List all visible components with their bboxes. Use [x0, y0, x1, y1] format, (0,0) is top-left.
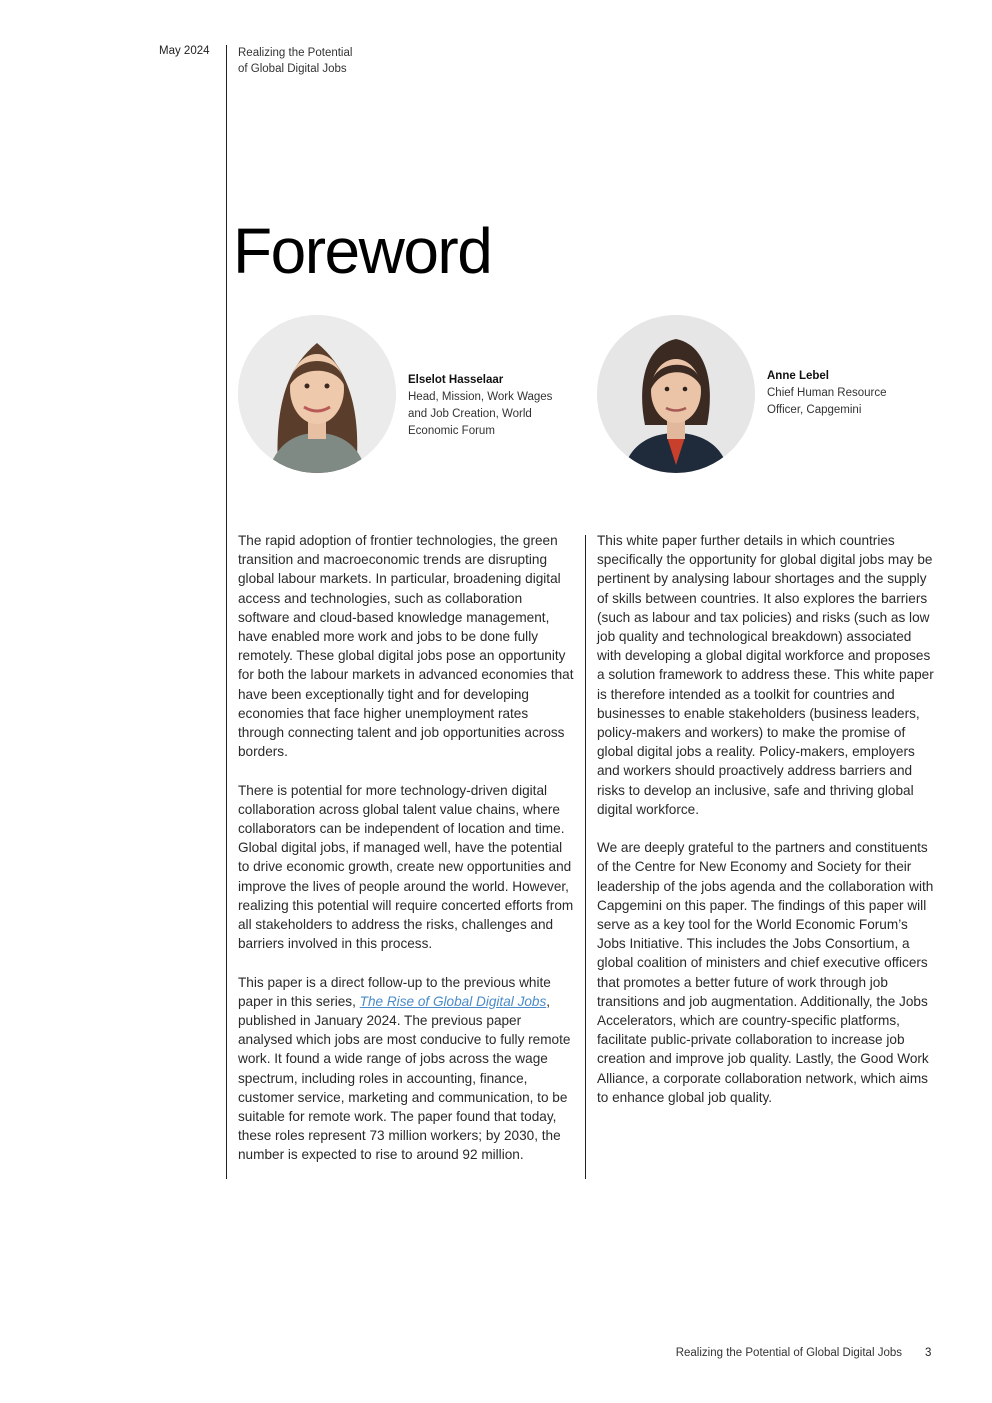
- left-paragraph-3-text-b: , published in January 2024. The previous paper analysed which jobs are most conducive to fully remote work. It found a wide range of jobs across the wage spectrum, including roles in accounting, finance, customer service, marketing and communication, to be suitable for remote work. The paper found that today, these roles represent 73 million workers; by 2030, the number is expected to rise to around 92 million.: [238, 993, 571, 1163]
- page-number: 3: [925, 1347, 932, 1359]
- portrait-woman-icon: [238, 315, 396, 473]
- main-divider-line: [226, 45, 227, 1179]
- header-title: [238, 45, 398, 77]
- author-portrait-2: [597, 315, 755, 473]
- header-title-line-2: of Global Digital Jobs: [238, 63, 347, 75]
- header-title-line-1: Realizing the Potential: [238, 47, 353, 59]
- author-role-1: Head, Mission, Work Wages and Job Creation, World Economic Forum: [408, 391, 553, 437]
- author-info-2: [767, 370, 917, 419]
- column-divider-line: [585, 535, 586, 1179]
- left-paragraph-1: The rapid adoption of frontier technologies, the green transition and macroeconomic trends are disrupting global labour markets. In particular, broadening digital access and technologies, such as collaboration software and cloud-based knowledge management, have enabled more work and jobs to be done fully remotely. These global digital jobs pose an opportunity for both the labour markets in advanced economies that have been exceptionally tight and for developing economies that face higher unemployment rates through connecting talent and job opportunities across borders.: [238, 533, 574, 760]
- author-name-2: Anne Lebel: [767, 370, 829, 382]
- left-paragraph-2: There is potential for more technology-driven digital collaboration across global talent value chains, where collaborators can be independent of location and time. Global digital jobs, if managed well, have the potential to drive economic growth, create new opportunities and improve the lives of people around the world. However, realizing this potential will require concerted efforts from all stakeholders to address the risks, challenges and barriers involved in this process.: [238, 782, 574, 952]
- author-role-2: Chief Human Resource Officer, Capgemini: [767, 387, 887, 416]
- author-name-1: Elselot Hasselaar: [408, 374, 504, 386]
- right-column: [597, 531, 935, 1126]
- left-paragraph-3-text-a: This paper is a direct follow-up to the previous white paper in this series,: [238, 974, 551, 1009]
- header-date: May 2024: [159, 45, 210, 57]
- page-title: Foreword: [233, 215, 492, 287]
- right-paragraph-2: We are deeply grateful to the partners and constituents of the Centre for New Economy and Society for their leadership of the jobs agenda and the collaboration with Capgemini on this paper. The findings of this paper will serve as a key tool for the World Economic Forum’s Jobs Initiative. This includes the Jobs Consortium, a global coalition of ministers and chief executive officers that promotes a better future of work through job transitions and job augmentation. Additionally, the Jobs Accelerators, which are country-specific platforms, facilitate public-private collaboration to increase job creation and improve job quality. Lastly, the Good Work Alliance, a corporate collaboration network, which aims to enhance global job quality.: [597, 840, 934, 1105]
- left-paragraph-3: [238, 973, 576, 1165]
- left-column: [238, 531, 576, 1184]
- author-info-1: [408, 374, 573, 440]
- author-portrait-1: [238, 315, 396, 473]
- footer-title: Realizing the Potential of Global Digital Jobs: [675, 1347, 902, 1359]
- portrait-woman-icon: [597, 315, 755, 473]
- rise-of-global-digital-jobs-link[interactable]: The Rise of Global Digital Jobs: [359, 993, 547, 1009]
- right-paragraph-1: This white paper further details in which countries specifically the opportunity for global digital jobs may be pertinent by analysing labour shortages and the supply of skills between countries. It also explores the barriers (such as labour and tax policies) and risks (such as low job quality and technological breakdown) associated with developing a global digital workforce and proposes a solution framework to address these. This white paper is therefore intended as a toolkit for countries and businesses to enable stakeholders (business leaders, policy-makers and workers) to make the promise of global digital jobs a reality. Policy-makers, employers and workers should proactively address barriers and risks to develop an inclusive, safe and thriving global digital workforce.: [597, 533, 934, 817]
